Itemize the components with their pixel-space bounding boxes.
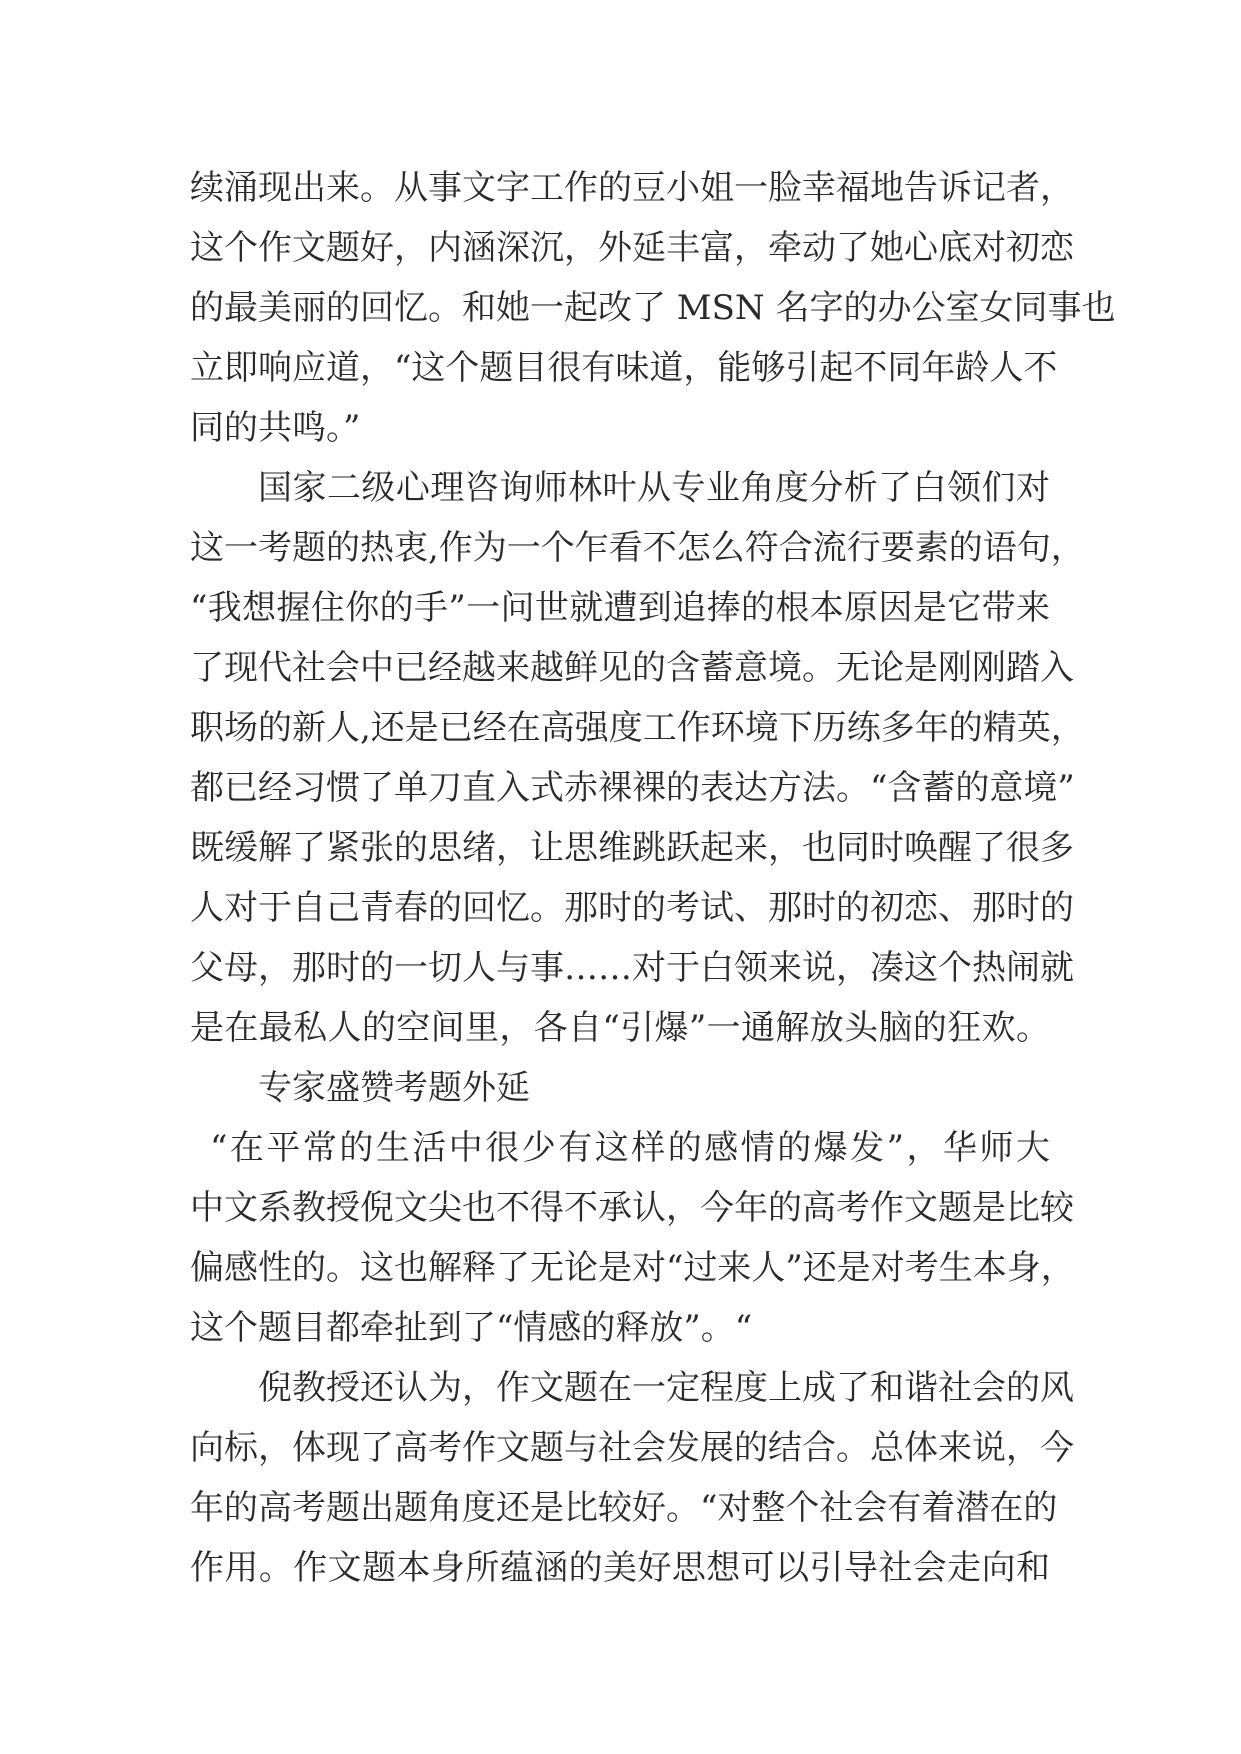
text-line: 父母，那时的一切人与事……对于白领来说，凑这个热闹就 — [190, 948, 1074, 988]
text-line: 年的高考题出题角度还是比较好。“对整个社会有着潜在的 — [190, 1488, 1058, 1528]
text-line: 作用。作文题本身所蕴涵的美好思想可以引导社会走向和 — [190, 1548, 1050, 1588]
text-line: 向标，体现了高考作文题与社会发展的结合。总体来说，今 — [190, 1428, 1074, 1468]
paragraph-start-line: “在平常的生活中很少有这样的感情的爆发”，华师大 — [210, 1128, 1050, 1168]
text-line: 人对于自己青春的回忆。那时的考试、那时的初恋、那时的 — [190, 888, 1074, 928]
article-body — [190, 158, 1116, 1598]
paragraph-start-line: 国家二级心理咨询师林叶从专业角度分析了白领们对 — [258, 468, 1050, 508]
text-line: 职场的新人,还是已经在高强度工作环境下历练多年的精英， — [190, 708, 1085, 748]
text-line: 既缓解了紧张的思绪，让思维跳跃起来，也同时唤醒了很多 — [190, 828, 1074, 868]
text-line: 这个作文题好，内涵深沉，外延丰富，牵动了她心底对初恋 — [190, 228, 1074, 268]
text-line: 中文系教授倪文尖也不得不承认，今年的高考作文题是比较 — [190, 1188, 1074, 1228]
text-line: 这个题目都牵扯到了“情感的释放”。“ — [190, 1308, 753, 1348]
text-line: 是在最私人的空间里，各自“引爆”一通解放头脑的狂欢。 — [190, 1008, 1050, 1048]
text-line: 了现代社会中已经越来越鲜见的含蓄意境。无论是刚刚踏入 — [190, 648, 1074, 688]
text-line: 这一考题的热衷,作为一个乍看不怎么符合流行要素的语句， — [190, 528, 1085, 568]
paragraph-start-line: 倪教授还认为，作文题在一定程度上成了和谐社会的风 — [258, 1368, 1074, 1408]
text-line: 同的共鸣。” — [190, 408, 361, 448]
text-line: 立即响应道，“这个题目很有味道，能够引起不同年龄人不 — [190, 348, 1058, 388]
section-heading: 专家盛赞考题外延 — [258, 1068, 530, 1108]
text-line: 续涌现出来。从事文字工作的豆小姐一脸幸福地告诉记者， — [190, 168, 1074, 208]
text-line: “我想握住你的手”一问世就遭到追捧的根本原因是它带来 — [190, 588, 1050, 628]
text-line: 偏感性的。这也解释了无论是对“过来人”还是对考生本身， — [190, 1248, 1075, 1288]
text-line: 都已经习惯了单刀直入式赤裸裸的表达方法。“含蓄的意境” — [190, 768, 1075, 808]
text-line: 的最美丽的回忆。和她一起改了 MSN 名字的办公室女同事也 — [190, 288, 1116, 328]
